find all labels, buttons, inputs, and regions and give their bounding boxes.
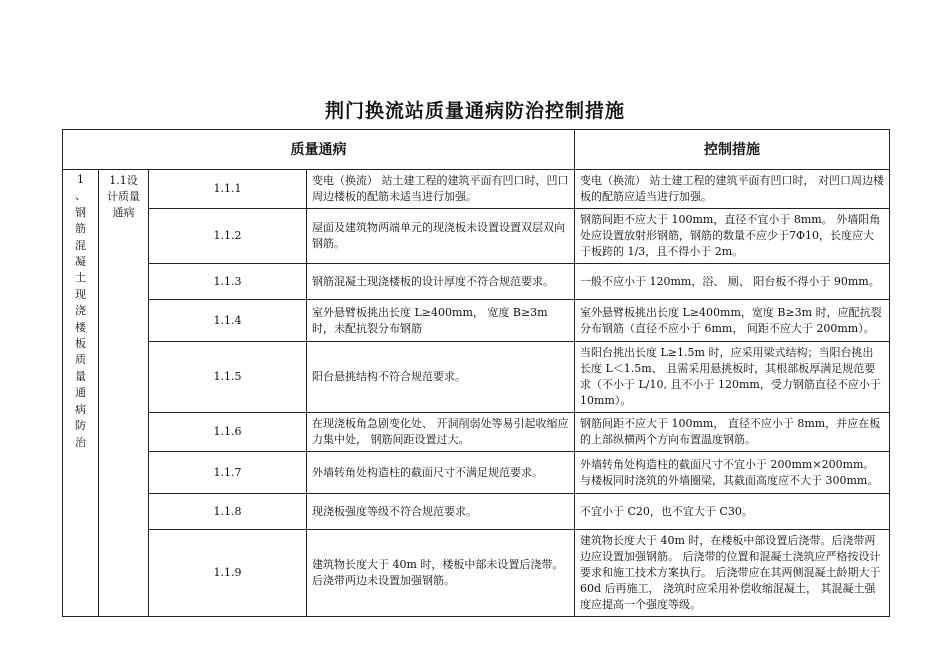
category-char: 楼	[75, 320, 86, 334]
control-text: 建筑物长度大于 40m 时，在楼板中部设置后浇带。后浇带两边应设置加强钢筋。 后浇带的位置和混凝土浇筑应严格按设计要求和施工技术方案执行。 后浇带应在其两侧混凝土龄期大于 60d 后再施工， 浇筑时应采用补偿收缩混凝土， 其混凝土强度应提高一个强度等级。	[575, 530, 890, 617]
control-text: 外墙转角处构造柱的截面尺寸不宜小于 200mm×200mm。 与楼板同时浇筑的外墙圈梁，其截面高度应不大于 300mm。	[575, 452, 890, 494]
issue-text: 阳台悬挑结构不符合规范要求。	[307, 342, 575, 413]
category-cell	[63, 170, 99, 617]
category-char: 现	[75, 287, 86, 301]
table-row	[63, 494, 890, 530]
control-text: 钢筋间距不应大于 100mm， 直径不应小于 8mm，并应在板的上部纵横两个方向布置温度钢筋。	[575, 413, 890, 452]
issue-text: 在现浇板角急剧变化处、 开洞削弱处等易引起收缩应力集中处， 钢筋间距设置过大。	[307, 413, 575, 452]
issue-text: 变电（换流） 站土建工程的建筑平面有凹口时，凹口周边楼板的配筋未适当进行加强。	[307, 170, 575, 209]
category-char: 治	[75, 435, 86, 449]
control-text: 室外悬臂板挑出长度 L≥400mm，宽度 B≥3m 时，应配抗裂分布钢筋（直径不应小于 6mm， 间距不应大于 200mm）。	[575, 300, 890, 342]
category-char: 病	[75, 402, 86, 416]
issue-text: 屋面及建筑物两端单元的现浇板未设置设置双层双向钢筋。	[307, 209, 575, 264]
issue-text: 室外悬臂板挑出长度 L≥400mm， 宽度 B≥3m时，未配抗裂分布钢筋	[307, 300, 575, 342]
table-row	[63, 413, 890, 452]
category-char: 钢	[75, 205, 86, 219]
item-code: 1.1.8	[149, 494, 307, 530]
control-text: 当阳台挑出长度 L≥1.5m 时，应采用梁式结构；当阳台挑出长度 L＜1.5m、 且需采用悬挑板时，其根部板厚满足规范要求（不小于 L/10, 且不小于 120mm，受力钢筋直径不应小于 10mm）。	[575, 342, 890, 413]
category-char: 混	[75, 238, 86, 252]
item-code: 1.1.4	[149, 300, 307, 342]
issue-text: 钢筋混凝土现浇楼板的设计厚度不符合规范要求。	[307, 264, 575, 300]
table-row	[63, 264, 890, 300]
category-char: 浇	[75, 304, 86, 318]
header-control: 控制措施	[575, 130, 890, 170]
category-char: 板	[75, 337, 86, 351]
category-char: 质	[75, 353, 86, 367]
category-char: 1	[77, 173, 84, 186]
issue-text: 现浇板强度等级不符合规范要求。	[307, 494, 575, 530]
item-code: 1.1.9	[149, 530, 307, 617]
table-header-row	[63, 130, 890, 170]
category-char: 凝	[75, 255, 86, 269]
control-text: 钢筋间距不应大于 100mm，直径不宜小于 8mm。 外墙阳角处应设置放射形钢筋，钢筋的数量不应少于7Φ10，长度应大于板跨的 1/3，且不得小于 2m。	[575, 209, 890, 264]
category-char: 通	[75, 386, 86, 400]
control-text: 不宜小于 C20，也不宜大于 C30。	[575, 494, 890, 530]
category-char: 量	[75, 369, 86, 383]
table-body	[63, 170, 890, 617]
subcategory-cell: 1.1设计质量通病	[99, 170, 149, 617]
table-row	[63, 170, 890, 209]
category-char: 土	[75, 271, 86, 285]
table-row	[63, 209, 890, 264]
item-code: 1.1.6	[149, 413, 307, 452]
item-code: 1.1.5	[149, 342, 307, 413]
item-code: 1.1.1	[149, 170, 307, 209]
control-text: 变电（换流） 站土建工程的建筑平面有凹口时， 对凹口周边楼板的配筋应适当进行加强。	[575, 170, 890, 209]
category-char: 、	[75, 189, 86, 203]
header-issue: 质量通病	[63, 130, 575, 170]
category-char: 筋	[75, 222, 86, 236]
table-row	[63, 530, 890, 617]
issue-text: 建筑物长度大于 40m 时，楼板中部未设置后浇带。 后浇带两边未设置加强钢筋。	[307, 530, 575, 617]
item-code: 1.1.3	[149, 264, 307, 300]
table-row	[63, 342, 890, 413]
table-row	[63, 452, 890, 494]
category-char: 防	[75, 419, 86, 433]
item-code: 1.1.7	[149, 452, 307, 494]
measures-table	[62, 129, 890, 617]
control-text: 一般不应小于 120mm，浴、 厕、 阳台板不得小于 90mm。	[575, 264, 890, 300]
issue-text: 外墙转角处构造柱的截面尺寸不满足规范要求。	[307, 452, 575, 494]
table-row	[63, 300, 890, 342]
document-title: 荆门换流站质量通病防治控制措施	[324, 100, 625, 122]
item-code: 1.1.2	[149, 209, 307, 264]
